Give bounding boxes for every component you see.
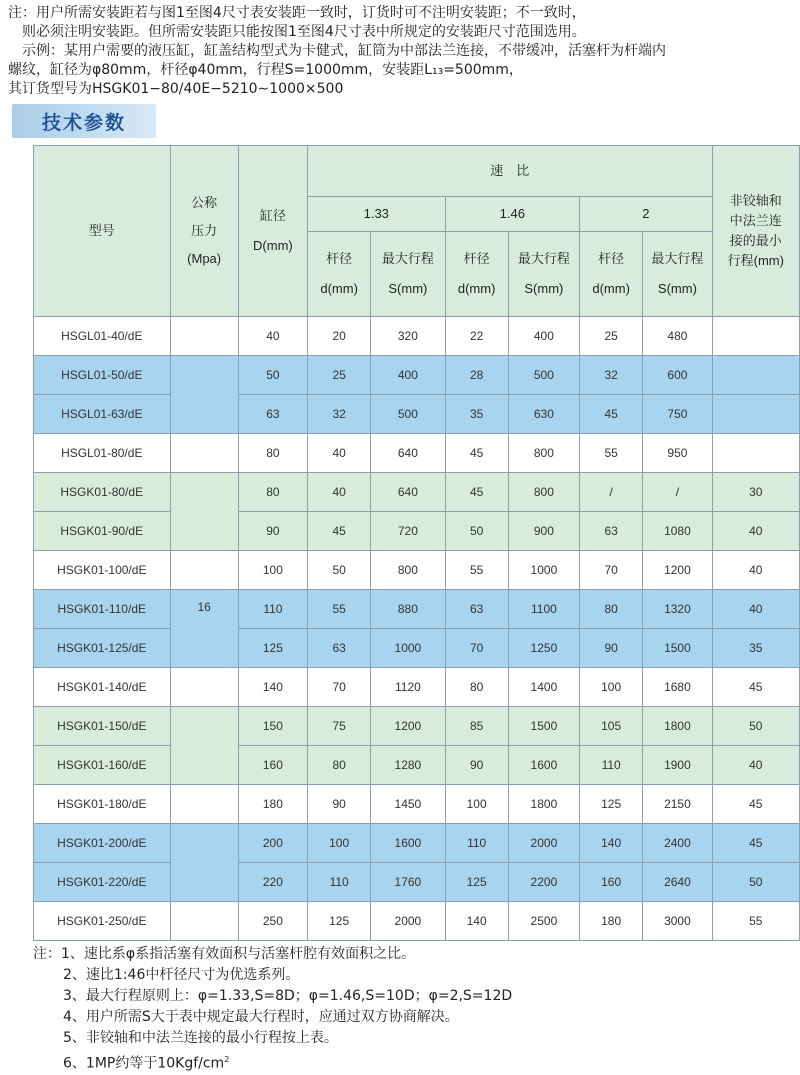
- header-speed-ratio: 速 比: [308, 146, 713, 197]
- header-stroke-unit: S(mm): [657, 281, 697, 296]
- cell-rod-2: 110: [445, 824, 508, 863]
- table-row: [34, 629, 800, 668]
- cell-stroke-3: 1900: [643, 746, 712, 785]
- cell-model: HSGK01-90/dE: [34, 512, 171, 551]
- cell-bore: 160: [238, 746, 307, 785]
- cell-rod-3: 55: [580, 434, 643, 473]
- cell-stroke-3: 480: [643, 317, 712, 356]
- cell-stroke-3: /: [643, 473, 712, 512]
- header-stroke-unit: S(mm): [388, 281, 428, 296]
- cell-stroke-1: 400: [371, 356, 445, 395]
- table-row: [34, 746, 800, 785]
- cell-rod-1: 32: [308, 395, 371, 434]
- cell-stroke-2: 1600: [508, 746, 579, 785]
- header-min-line4: 行程(mm): [727, 253, 784, 268]
- table-row: [34, 551, 800, 590]
- cell-bore: 80: [238, 434, 307, 473]
- cell-rod-3: 160: [580, 863, 643, 902]
- cell-rod-1: 63: [308, 629, 371, 668]
- cell-pressure: [170, 707, 238, 785]
- cell-min-stroke: 50: [712, 707, 799, 746]
- cell-pressure: [170, 551, 238, 590]
- table-row: [34, 434, 800, 473]
- cell-rod-2: 22: [445, 317, 508, 356]
- cell-bore: 200: [238, 824, 307, 863]
- header-min-line2: 中法兰连: [729, 213, 782, 228]
- cell-stroke-2: 630: [508, 395, 579, 434]
- cell-rod-3: 63: [580, 512, 643, 551]
- cell-model: HSGL01-50/dE: [34, 356, 171, 395]
- cell-rod-2: 35: [445, 395, 508, 434]
- footnote-3: 3、最大行程原则上：φ=1.33,S=8D；φ=1.46,S=10D；φ=2,S=12D: [63, 988, 513, 1004]
- footnote-5: 5、非铰轴和中法兰连接的最小行程按上表。: [63, 1030, 338, 1046]
- header-stroke-3: [643, 232, 712, 317]
- cell-model: HSGK01-180/dE: [34, 785, 171, 824]
- cell-min-stroke: [712, 434, 799, 473]
- cell-rod-3: 180: [580, 902, 643, 941]
- cell-min-stroke: 40: [712, 746, 799, 785]
- header-model: 型号: [34, 146, 171, 317]
- cell-min-stroke: 40: [712, 590, 799, 629]
- cell-rod-3: 45: [580, 395, 643, 434]
- cell-rod-3: 125: [580, 785, 643, 824]
- header-rod-unit: d(mm): [592, 281, 630, 296]
- spec-table: [33, 145, 800, 941]
- section-title: 技术参数: [12, 104, 156, 138]
- cell-stroke-3: 1200: [643, 551, 712, 590]
- cell-model: HSGK01-220/dE: [34, 863, 171, 902]
- cell-pressure: [170, 434, 238, 473]
- table-row: [34, 707, 800, 746]
- cell-rod-1: 110: [308, 863, 371, 902]
- cell-stroke-3: 2640: [643, 863, 712, 902]
- header-pressure: [170, 146, 238, 317]
- cell-pressure: [170, 473, 238, 551]
- cell-stroke-1: 720: [371, 512, 445, 551]
- cell-bore: 250: [238, 902, 307, 941]
- cell-model: HSGK01-140/dE: [34, 668, 171, 707]
- cell-stroke-3: 950: [643, 434, 712, 473]
- cell-rod-2: 140: [445, 902, 508, 941]
- cell-model: HSGK01-125/dE: [34, 629, 171, 668]
- cell-stroke-1: 1200: [371, 707, 445, 746]
- cell-bore: 150: [238, 707, 307, 746]
- footnote-2: 2、速比1:46中杆径尺寸为优选系列。: [63, 967, 300, 983]
- header-ratio-3: 2: [580, 197, 713, 232]
- header-stroke-label: 最大行程: [517, 251, 570, 266]
- cell-pressure: [170, 785, 238, 824]
- table-row: [34, 473, 800, 512]
- cell-stroke-3: 1080: [643, 512, 712, 551]
- cell-min-stroke: 45: [712, 824, 799, 863]
- cell-bore: 63: [238, 395, 307, 434]
- cell-stroke-2: 400: [508, 317, 579, 356]
- intro-line-5: 其订货型号为HSGK01−80/40E−5210∼1000×500: [8, 81, 344, 97]
- cell-stroke-2: 2500: [508, 902, 579, 941]
- cell-model: HSGK01-110/dE: [34, 590, 171, 629]
- cell-model: HSGK01-200/dE: [34, 824, 171, 863]
- cell-min-stroke: 50: [712, 863, 799, 902]
- cell-bore: 40: [238, 317, 307, 356]
- header-stroke-1: [371, 232, 445, 317]
- footnote-6: [33, 1049, 793, 1075]
- table-row: [34, 668, 800, 707]
- cell-stroke-1: 320: [371, 317, 445, 356]
- cell-stroke-1: 1280: [371, 746, 445, 785]
- cell-stroke-3: 3000: [643, 902, 712, 941]
- header-ratio-1: 1.33: [308, 197, 446, 232]
- cell-model: HSGK01-160/dE: [34, 746, 171, 785]
- cell-stroke-1: 1600: [371, 824, 445, 863]
- cell-rod-2: 28: [445, 356, 508, 395]
- cell-min-stroke: 35: [712, 629, 799, 668]
- header-min-line1: 非铰轴和: [729, 193, 782, 208]
- cell-min-stroke: [712, 395, 799, 434]
- header-stroke-label: 最大行程: [651, 251, 704, 266]
- cell-rod-2: 80: [445, 668, 508, 707]
- cell-stroke-1: 1760: [371, 863, 445, 902]
- header-rod-label: 杆径: [463, 251, 490, 266]
- cell-pressure: [170, 902, 238, 941]
- cell-model: HSGK01-100/dE: [34, 551, 171, 590]
- cell-model: HSGL01-40/dE: [34, 317, 171, 356]
- cell-rod-3: 100: [580, 668, 643, 707]
- cell-min-stroke: 30: [712, 473, 799, 512]
- cell-stroke-2: 2000: [508, 824, 579, 863]
- cell-min-stroke: [712, 317, 799, 356]
- cell-pressure: [170, 317, 238, 356]
- cell-rod-2: 90: [445, 746, 508, 785]
- cell-stroke-2: 1250: [508, 629, 579, 668]
- cell-rod-2: 45: [445, 434, 508, 473]
- header-bore-line2: D(mm): [253, 238, 293, 253]
- header-ratio-2: 1.46: [445, 197, 580, 232]
- cell-bore: 90: [238, 512, 307, 551]
- cell-stroke-2: 2200: [508, 863, 579, 902]
- cell-stroke-2: 1400: [508, 668, 579, 707]
- cell-stroke-1: 1450: [371, 785, 445, 824]
- header-rod-2: [445, 232, 508, 317]
- cell-stroke-3: 1800: [643, 707, 712, 746]
- cell-model: HSGL01-63/dE: [34, 395, 171, 434]
- cell-rod-1: 20: [308, 317, 371, 356]
- cell-model: HSGK01-150/dE: [34, 707, 171, 746]
- cell-model: HSGK01-80/dE: [34, 473, 171, 512]
- cell-min-stroke: 40: [712, 512, 799, 551]
- cell-stroke-3: 1500: [643, 629, 712, 668]
- cell-stroke-1: 500: [371, 395, 445, 434]
- cell-bore: 100: [238, 551, 307, 590]
- cell-stroke-1: 880: [371, 590, 445, 629]
- cell-bore: 50: [238, 356, 307, 395]
- header-rod-label: 杆径: [598, 251, 625, 266]
- footnote-6-text: 6、1MP约等于10Kgf/cm: [63, 1055, 225, 1072]
- cell-stroke-3: 2400: [643, 824, 712, 863]
- header-stroke-2: [508, 232, 579, 317]
- cell-rod-2: 125: [445, 863, 508, 902]
- table-row: [34, 356, 800, 395]
- cell-stroke-3: 750: [643, 395, 712, 434]
- cell-bore: 140: [238, 668, 307, 707]
- cell-rod-2: 100: [445, 785, 508, 824]
- header-min-stroke: [712, 146, 799, 317]
- header-pressure-line1: 公称: [191, 195, 218, 210]
- cell-rod-1: 50: [308, 551, 371, 590]
- cell-stroke-1: 800: [371, 551, 445, 590]
- header-stroke-label: 最大行程: [381, 251, 434, 266]
- footnote-1: 注：1、速比系φ系指活塞有效面积与活塞杆腔有效面积之比。: [33, 946, 416, 962]
- cell-rod-2: 63: [445, 590, 508, 629]
- cell-stroke-2: 900: [508, 512, 579, 551]
- cell-rod-1: 90: [308, 785, 371, 824]
- cell-pressure: [170, 668, 238, 707]
- header-stroke-unit: S(mm): [524, 281, 564, 296]
- cell-stroke-1: 640: [371, 434, 445, 473]
- cell-rod-1: 125: [308, 902, 371, 941]
- cell-pressure: [170, 356, 238, 434]
- cell-rod-1: 40: [308, 434, 371, 473]
- cell-stroke-2: 500: [508, 356, 579, 395]
- header-bore: [238, 146, 307, 317]
- cell-rod-1: 40: [308, 473, 371, 512]
- cell-stroke-3: 600: [643, 356, 712, 395]
- intro-line-3: 示例：某用户需要的液压缸，缸盖结构型式为卡健式，缸筒为中部法兰连接，不带缓冲，活塞杆为杆端内: [8, 43, 666, 59]
- header-pressure-line2: 压力: [191, 223, 218, 238]
- cell-stroke-1: 640: [371, 473, 445, 512]
- cell-rod-1: 80: [308, 746, 371, 785]
- cell-rod-3: 105: [580, 707, 643, 746]
- cell-bore: 220: [238, 863, 307, 902]
- cell-stroke-2: 1000: [508, 551, 579, 590]
- table-row: [34, 395, 800, 434]
- footnotes: [33, 944, 793, 1075]
- table-row: [34, 512, 800, 551]
- cell-model: HSGL01-80/dE: [34, 434, 171, 473]
- cell-min-stroke: 55: [712, 902, 799, 941]
- table-row: [34, 902, 800, 941]
- cell-rod-3: 70: [580, 551, 643, 590]
- cell-rod-2: 70: [445, 629, 508, 668]
- header-pressure-line3: (Mpa): [187, 251, 222, 266]
- header-rod-3: [580, 232, 643, 317]
- cell-stroke-3: 1680: [643, 668, 712, 707]
- table-header: [34, 146, 800, 317]
- cell-rod-2: 85: [445, 707, 508, 746]
- table-row: [34, 590, 800, 629]
- cell-stroke-2: 1500: [508, 707, 579, 746]
- cell-rod-2: 45: [445, 473, 508, 512]
- table-row: [34, 824, 800, 863]
- cell-rod-1: 25: [308, 356, 371, 395]
- cell-stroke-3: 1320: [643, 590, 712, 629]
- intro-line-1: 注：用户所需安装距若与图1至图4尺寸表安装距一致时，订货时可不注明安装距；不一致时，: [8, 5, 586, 21]
- cell-rod-1: 45: [308, 512, 371, 551]
- cell-stroke-3: 2150: [643, 785, 712, 824]
- cell-min-stroke: 40: [712, 551, 799, 590]
- cell-rod-1: 55: [308, 590, 371, 629]
- cell-stroke-1: 1120: [371, 668, 445, 707]
- cell-stroke-2: 800: [508, 434, 579, 473]
- header-min-line3: 接的最小: [729, 233, 782, 248]
- header-rod-unit: d(mm): [457, 281, 496, 296]
- cell-rod-3: 25: [580, 317, 643, 356]
- header-rod-label: 杆径: [326, 251, 353, 266]
- table-row: [34, 863, 800, 902]
- cell-stroke-2: 800: [508, 473, 579, 512]
- intro-line-2: 则必须注明安装距。但所需安装距只能按图1至图4尺寸表中所规定的安装距尺寸范围选用。: [8, 24, 586, 40]
- cell-rod-3: 140: [580, 824, 643, 863]
- header-bore-line1: 缸径: [259, 208, 286, 223]
- cell-bore: 110: [238, 590, 307, 629]
- intro-notes: [8, 4, 798, 99]
- cell-rod-2: 55: [445, 551, 508, 590]
- cell-stroke-2: 1800: [508, 785, 579, 824]
- cell-stroke-2: 1100: [508, 590, 579, 629]
- cell-rod-3: 110: [580, 746, 643, 785]
- intro-line-4: 螺纹，缸径为φ80mm，杆径φ40mm，行程S=1000mm，安装距L₁₃=500mm，: [8, 62, 523, 78]
- cell-bore: 125: [238, 629, 307, 668]
- cell-rod-1: 70: [308, 668, 371, 707]
- table-row: [34, 785, 800, 824]
- header-rod-unit: d(mm): [320, 281, 358, 296]
- cell-bore: 180: [238, 785, 307, 824]
- cell-rod-1: 75: [308, 707, 371, 746]
- cell-stroke-1: 2000: [371, 902, 445, 941]
- header-rod-1: [308, 232, 371, 317]
- cell-rod-3: 90: [580, 629, 643, 668]
- table-row: [34, 317, 800, 356]
- cell-rod-3: 32: [580, 356, 643, 395]
- cell-min-stroke: [712, 356, 799, 395]
- footnote-6-superscript: 2: [224, 1055, 230, 1064]
- cell-min-stroke: 45: [712, 668, 799, 707]
- cell-stroke-1: 1000: [371, 629, 445, 668]
- cell-rod-3: 80: [580, 590, 643, 629]
- cell-pressure-value: 16: [170, 590, 238, 668]
- cell-rod-3: /: [580, 473, 643, 512]
- footnote-4: 4、用户所需S大于表中规定最大行程时，应通过双方协商解决。: [63, 1009, 459, 1025]
- cell-min-stroke: 45: [712, 785, 799, 824]
- cell-model: HSGK01-250/dE: [34, 902, 171, 941]
- table-body: [34, 317, 800, 941]
- cell-pressure: [170, 824, 238, 902]
- cell-rod-2: 50: [445, 512, 508, 551]
- cell-rod-1: 100: [308, 824, 371, 863]
- cell-bore: 80: [238, 473, 307, 512]
